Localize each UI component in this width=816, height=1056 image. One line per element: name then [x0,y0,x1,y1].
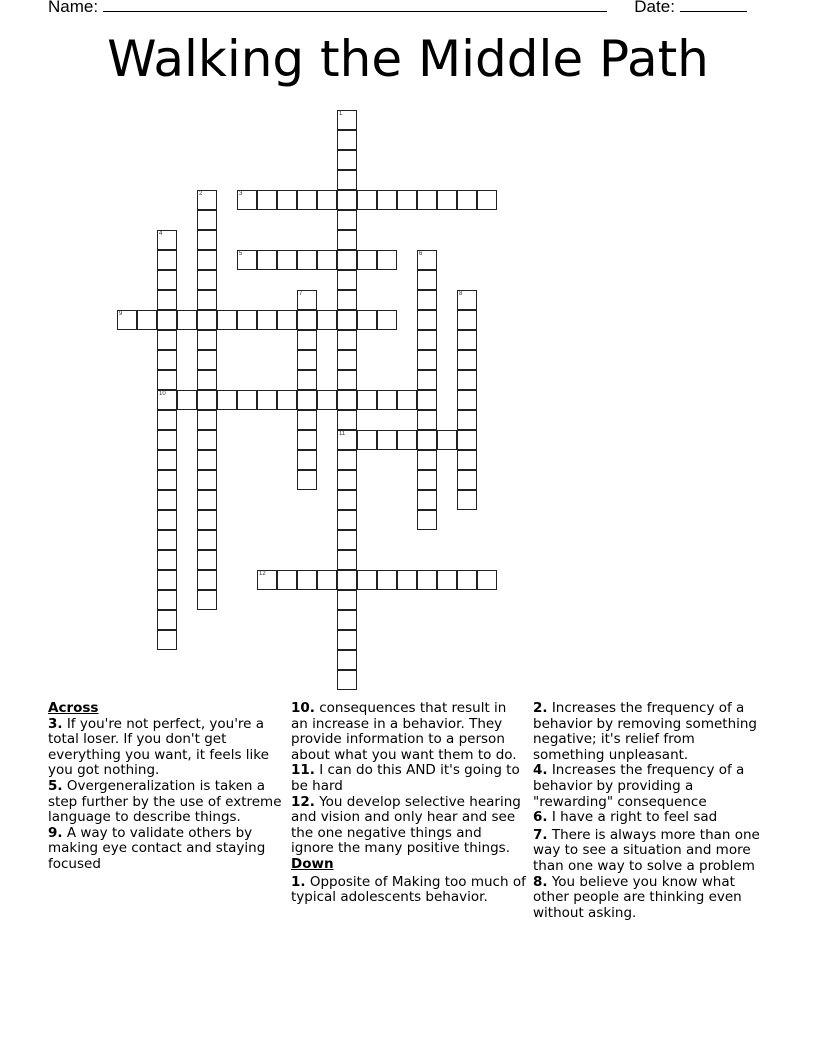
crossword-cell[interactable] [277,390,297,410]
crossword-cell[interactable] [117,310,137,330]
crossword-cell[interactable] [337,410,357,430]
clue-text: If you're not perfect, you're a total loser. If you don't get everything you want, it feels like you got nothing. [48,715,269,779]
clue-text: Opposite of Making too much of typical adolescents behavior. [291,873,526,906]
crossword-cell[interactable] [157,590,177,610]
crossword-cell[interactable] [417,570,437,590]
clue-text: I can do this AND it's going to be hard [291,762,520,794]
crossword-cell[interactable] [277,250,297,270]
crossword-cell[interactable] [337,430,357,450]
clue-text: You believe you know what other people are thinking even without asking. [533,873,742,921]
crossword-cell[interactable] [337,630,357,650]
crossword-cell[interactable] [437,570,457,590]
crossword-cell[interactable] [417,370,437,390]
crossword-cell[interactable] [457,490,477,510]
crossword-cell[interactable] [337,670,357,690]
crossword-cell[interactable] [337,150,357,170]
crossword-cell[interactable] [257,250,277,270]
crossword-cell[interactable] [457,350,477,370]
crossword-cell[interactable] [317,570,337,590]
crossword-cell[interactable] [417,310,437,330]
crossword-cell[interactable] [237,390,257,410]
crossword-cell[interactable] [377,190,397,210]
clue-number-label: 1 [339,111,343,117]
clue-number-label: 7 [299,291,303,297]
crossword-cell[interactable] [257,390,277,410]
clue-text: Overgeneralization is taken a step further by the use of extreme language to describe things. [48,777,282,826]
crossword-cell[interactable] [457,390,477,410]
clue-down-7 [533,828,768,875]
clue-text: A way to validate others by making eye contact and staying focused [48,824,266,872]
clues-column-3 [533,701,768,921]
crossword-cell[interactable] [377,250,397,270]
crossword-cell[interactable] [197,550,217,570]
crossword-cell[interactable] [397,190,417,210]
date-label: Date: [634,0,675,16]
crossword-cell[interactable] [457,370,477,390]
clue-down-6 [533,810,768,826]
across-heading: Across [48,700,99,716]
clue-number: 6. [533,809,548,826]
crossword-cell[interactable] [357,310,377,330]
crossword-cell[interactable] [457,290,477,310]
clue-number: 10. [291,700,315,716]
clue-number: 9. [48,824,63,841]
crossword-cell[interactable] [357,190,377,210]
crossword-cell[interactable] [297,370,317,390]
crossword-cell[interactable] [157,470,177,490]
clue-number: 8. [533,873,548,890]
crossword-cell[interactable] [297,410,317,430]
crossword-cell[interactable] [377,570,397,590]
crossword-cell[interactable] [337,210,357,230]
crossword-cell[interactable] [297,430,317,450]
crossword-cell[interactable] [157,270,177,290]
crossword-cell[interactable] [337,510,357,530]
crossword-cell[interactable] [337,490,357,510]
clue-text: Increases the frequency of a behavior by providing a "rewarding" consequence [533,762,745,810]
crossword-cell[interactable] [457,330,477,350]
crossword-cell[interactable] [237,250,257,270]
crossword-cell[interactable] [417,470,437,490]
crossword-cell[interactable] [137,310,157,330]
crossword-cell[interactable] [277,190,297,210]
crossword-cell[interactable] [197,570,217,590]
crossword-cell[interactable] [157,230,177,250]
crossword-cell[interactable] [197,470,217,490]
crossword-cell[interactable] [337,190,357,210]
crossword-cell[interactable] [417,410,437,430]
crossword-cell[interactable] [317,390,337,410]
crossword-cell[interactable] [337,110,357,130]
crossword-cell[interactable] [477,190,497,210]
clue-number-label: 5 [239,251,243,257]
crossword-cell[interactable] [197,350,217,370]
crossword-cell[interactable] [297,290,317,310]
crossword-cell[interactable] [157,370,177,390]
clue-number-label: 3 [239,191,243,197]
clue-number: 11. [291,762,315,779]
crossword-cell[interactable] [417,190,437,210]
crossword-cell[interactable] [197,450,217,470]
crossword-cell[interactable] [237,190,257,210]
crossword-cell[interactable] [417,270,437,290]
crossword-cell[interactable] [337,550,357,570]
crossword-cell[interactable] [157,570,177,590]
crossword-cell[interactable] [197,290,217,310]
crossword-cell[interactable] [157,390,177,410]
crossword-cell[interactable] [157,610,177,630]
clue-text: You develop selective hearing and vision and only hear and see the one negative things and ignore the many positive things. [291,793,521,857]
crossword-cell[interactable] [457,310,477,330]
crossword-cell[interactable] [397,390,417,410]
crossword-cell[interactable] [197,230,217,250]
clue-number-label: 10 [159,391,166,397]
crossword-cell[interactable] [197,510,217,530]
crossword-cell[interactable] [437,430,457,450]
crossword-cell[interactable] [197,330,217,350]
crossword-cell[interactable] [237,310,257,330]
clue-down-8 [533,875,768,922]
crossword-cell[interactable] [317,250,337,270]
crossword-cell[interactable] [337,290,357,310]
clue-number: 1. [291,873,306,890]
crossword-cell[interactable] [357,430,377,450]
crossword-cell[interactable] [157,410,177,430]
clue-text: I have a right to feel sad [551,809,718,826]
crossword-cell[interactable] [197,390,217,410]
crossword-cell[interactable] [157,330,177,350]
crossword-cell[interactable] [277,310,297,330]
crossword-cell[interactable] [157,430,177,450]
clue-number-label: 2 [199,191,203,197]
clue-number-label: 6 [419,251,423,257]
crossword-cell[interactable] [297,190,317,210]
crossword-cell[interactable] [417,450,437,470]
clue-across-9 [48,826,283,873]
crossword-cell[interactable] [337,390,357,410]
crossword-cell[interactable] [337,330,357,350]
crossword-cell[interactable] [297,450,317,470]
crossword-cell[interactable] [197,270,217,290]
crossword-cell[interactable] [157,550,177,570]
crossword-cell[interactable] [297,570,317,590]
clue-across-5 [48,779,283,826]
crossword-cell[interactable] [457,410,477,430]
crossword-cell[interactable] [317,310,337,330]
crossword-cell[interactable] [157,450,177,470]
crossword-cell[interactable] [297,470,317,490]
crossword-cell[interactable] [417,290,437,310]
crossword-cell[interactable] [457,450,477,470]
clue-number-label: 12 [259,571,266,577]
crossword-cell[interactable] [417,390,437,410]
crossword-cell[interactable] [197,310,217,330]
crossword-cell[interactable] [297,310,317,330]
crossword-cell[interactable] [397,570,417,590]
clue-down-2 [533,701,768,763]
crossword-cell[interactable] [377,430,397,450]
crossword-cell[interactable] [357,390,377,410]
crossword-cell[interactable] [337,350,357,370]
crossword-cell[interactable] [197,430,217,450]
clue-text: Increases the frequency of a behavior by removing something negative; it's relief from something unpleasant. [533,700,757,763]
crossword-cell[interactable] [337,530,357,550]
clue-number-label: 4 [159,231,163,237]
crossword-cell[interactable] [297,350,317,370]
crossword-cell[interactable] [297,250,317,270]
crossword-cell[interactable] [337,610,357,630]
crossword-cell[interactable] [417,490,437,510]
crossword-cell[interactable] [417,330,437,350]
crossword-cell[interactable] [337,470,357,490]
crossword-cell[interactable] [157,250,177,270]
clue-number-label: 8 [459,291,463,297]
crossword-cell[interactable] [197,210,217,230]
crossword-cell[interactable] [217,390,237,410]
crossword-cell[interactable] [197,490,217,510]
crossword-cell[interactable] [357,250,377,270]
crossword-cell[interactable] [197,370,217,390]
crossword-cell[interactable] [277,570,297,590]
crossword-cell[interactable] [157,630,177,650]
crossword-cell[interactable] [157,310,177,330]
crossword-cell[interactable] [197,410,217,430]
crossword-cell[interactable] [377,390,397,410]
crossword-cell[interactable] [297,330,317,350]
crossword-cell[interactable] [337,450,357,470]
crossword-cell[interactable] [477,570,497,590]
crossword-cell[interactable] [157,490,177,510]
crossword-cell[interactable] [257,570,277,590]
crossword-cell[interactable] [337,590,357,610]
crossword-cell[interactable] [357,570,377,590]
clue-across-3 [48,717,283,779]
crossword-cell[interactable] [457,190,477,210]
crossword-cell[interactable] [257,310,277,330]
crossword-cell[interactable] [257,190,277,210]
crossword-cell[interactable] [457,470,477,490]
crossword-cell[interactable] [417,430,437,450]
crossword-cell[interactable] [417,250,437,270]
crossword-cell[interactable] [217,310,237,330]
crossword-cell[interactable] [197,590,217,610]
clues-column-2 [291,701,526,906]
clue-across-11 [291,763,526,794]
crossword-cell[interactable] [337,250,357,270]
crossword-cell[interactable] [157,350,177,370]
clue-number: 5. [48,777,63,794]
crossword-cell[interactable] [317,190,337,210]
clue-number: 12. [291,793,315,810]
clue-across-12 [291,795,526,857]
clue-number-label: 9 [119,311,123,317]
crossword-cell[interactable] [337,130,357,150]
clue-text: There is always more than one way to see a situation and more than one way to solve a problem [533,826,760,874]
down-heading: Down [291,855,334,872]
clue-number-label: 11 [339,431,346,437]
page-title: Walking the Middle Path [107,30,709,88]
crossword-cell[interactable] [197,250,217,270]
clue-number: 4. [533,762,548,779]
crossword-cell[interactable] [337,170,357,190]
crossword-cell[interactable] [437,190,457,210]
clue-number: 7. [533,826,548,843]
clue-text: consequences that result in an increase in a behavior. They provide information to a person about what you want them to do. [291,700,517,763]
clue-number: 3. [48,715,63,732]
clue-number: 2. [533,700,548,716]
crossword-cell[interactable] [457,570,477,590]
crossword-cell[interactable] [197,530,217,550]
name-label: Name: [48,0,99,16]
crossword-cell[interactable] [297,390,317,410]
crossword-cell[interactable] [337,570,357,590]
crossword-cell[interactable] [417,510,437,530]
crossword-cell[interactable] [157,510,177,530]
crossword-cell[interactable] [157,290,177,310]
clue-down-4 [533,763,768,810]
crossword-cell[interactable] [337,650,357,670]
crossword-cell[interactable] [157,530,177,550]
clues-column-1 [48,701,283,873]
crossword-cell[interactable] [377,310,397,330]
crossword-cell[interactable] [337,310,357,330]
clue-down-1 [291,875,526,906]
crossword-cell[interactable] [457,430,477,450]
crossword-cell[interactable] [337,370,357,390]
clue-across-10 [291,701,526,763]
crossword-cell[interactable] [397,430,417,450]
crossword-cell[interactable] [177,390,197,410]
crossword-cell[interactable] [177,310,197,330]
crossword-cell[interactable] [197,190,217,210]
crossword-cell[interactable] [417,350,437,370]
crossword-cell[interactable] [337,230,357,250]
crossword-cell[interactable] [337,270,357,290]
